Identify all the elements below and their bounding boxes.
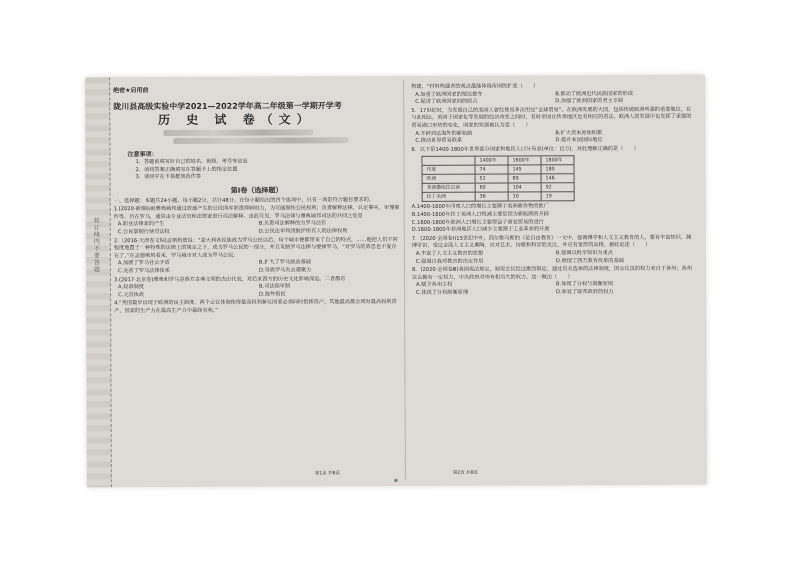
option: D.提升本国国际地位	[555, 137, 603, 144]
question-8-options	[416, 281, 696, 297]
table-cell: 欧洲	[422, 174, 475, 183]
question-3: 3.(2017·北京卷)雅典和罗马是西方古典文明的杰出代表，对后来西方的历史文化影响深远。二者都有	[113, 275, 346, 283]
binding-margin	[85, 77, 112, 487]
table-cell: 180	[541, 165, 574, 174]
table-cell: 60	[475, 183, 508, 192]
table-row	[422, 183, 574, 193]
option: A.开辟到达海外的新航路	[415, 130, 473, 137]
option: A.加重了欧洲国家的殖民掠夺	[415, 91, 483, 98]
option: C.体现了分权制衡原理	[416, 289, 469, 296]
page-footer: 第1页 共8页	[314, 471, 341, 477]
table-cell: 74	[475, 165, 508, 174]
section-instructions: 一、选择题：本题共24小题，每小题2分，共计48分。在每小题给出的四个选项中，只有一项是符合题目要求的。	[113, 196, 374, 204]
redacted-line	[173, 137, 348, 144]
question-4: 4.“英国最早出现于欧洲的民主制度，两个会议体制使得最高权利参议国家必须同时指挥资产，其他最高都会同时最高权利资产，国家的生产力在最高生产力中最终有利，”	[114, 299, 397, 315]
table-header-row	[422, 156, 574, 166]
option: D.彰显了联邦政府的权力	[556, 288, 614, 296]
table-header-cell: 1800年	[541, 156, 574, 165]
table-row	[422, 165, 574, 175]
option: D.展现了西方教育改革的基础	[555, 257, 624, 264]
question-8: 8．(2020·全国卷Ⅲ)美国宪法规定，制宪会议经过激烈辩论，通过有关选举的法律制度，国会议员的权力来自于各州；各州议会拥有一定权力，中央政府对州有相当大的权力，这一做法（ ）	[411, 265, 692, 281]
option: B.推动了欧洲近代民族国家的形成	[555, 90, 634, 97]
option: D.加强了欧洲国家的君主专制	[555, 98, 624, 105]
option: D.1600-1800年非洲地区人口减少主要源于工业革命的开展	[411, 226, 550, 234]
question-2-options	[118, 259, 400, 275]
option: C.元首执政	[118, 291, 145, 298]
table-cell: 36	[475, 192, 508, 201]
table-cell: 10	[508, 192, 541, 201]
left-page	[113, 84, 401, 477]
question-7-options	[416, 250, 696, 266]
option: D.海外殖民	[259, 291, 286, 298]
table-cell: 146	[541, 174, 574, 183]
volume-heading: 第Ⅰ卷（选择题）	[230, 186, 283, 195]
table-cell: 89	[508, 174, 541, 183]
option: A.加剧了罗马社会矛盾	[117, 260, 170, 267]
option: C.公民掌握行使司法权	[117, 228, 170, 236]
option: B.强调以科学知识为重点	[555, 249, 613, 257]
table-cell: 非洲撒哈拉以南	[422, 183, 475, 192]
option: B.负责司法解释的为罗马法官	[258, 220, 327, 227]
option: A.1400-1600年印度人口的增长主要源于美洲新作物的推广	[411, 203, 549, 211]
table-cell: 52	[475, 174, 508, 183]
right-page	[411, 83, 697, 476]
table-header-cell: 1600年	[508, 156, 541, 165]
option: C.1600-1800年欧洲人口增长主要得益于商业贸易的进行	[411, 218, 544, 226]
table-cell: 拉丁美洲	[422, 192, 475, 201]
question-1-options	[118, 220, 400, 236]
page-footer: 第2页 共8页	[452, 471, 479, 477]
question-4-continued: 构建，“材料构建者的观点最能体现帝国的扩张（ ）	[411, 83, 539, 90]
table-cell: 104	[508, 183, 541, 192]
option: C.促进了欧洲国家间的联合	[415, 98, 478, 106]
table-cell: 19	[541, 192, 574, 201]
option: A.丰富了人文主义教育的思想	[415, 250, 484, 257]
notes-heading: 注意事项：	[127, 150, 158, 158]
redacted-line	[163, 129, 313, 136]
question-1: 1.(2020·新课标Ⅱ)雅典城邦通过放逐产生的公民国库职责抑制财力，为可能制伤公民权利；负责解释法律，认定事实，审理案件等。历在罗马，通常由专业法官和法律家进行司法解释。由此可见，罗马法律与雅典城邦司法的共同之处是	[113, 205, 400, 220]
question-6: 6．以下是1400-1800年世界部分国家和地区人口分布表(单位：百万)，对此理解正确的是（ ）	[411, 145, 640, 153]
table-header-cell: 1400年	[475, 156, 508, 165]
option: B.扩大了罗马统治基础	[258, 259, 311, 266]
table-row	[422, 192, 574, 202]
binding-text: 装订线内不要答题	[93, 217, 100, 274]
question-5-options	[415, 129, 695, 145]
question-3-options	[118, 283, 400, 299]
exam-photo	[85, 75, 707, 488]
page-divider	[403, 80, 406, 480]
exam-subject: 历 史 试 卷（文）	[157, 111, 315, 127]
table-header-cell	[422, 156, 475, 165]
option: C.完善了罗马法律体系	[117, 267, 170, 275]
note-item: 1．答题前填写好自己的姓名、班级、考号等信息	[135, 158, 248, 166]
question-7: 7．(2020·全国卷Ⅰ)15世纪中叶，西尔维乌斯的《论自由教育》一文中，强调博学和人文主义教育的人，要有丰富知识，渊博学识，受过全面人文主义熏陶，应对艺术、诗歌和科学的关注，并应有宽厚的品格，据此论述（ ）	[411, 234, 692, 250]
note-item: 2．请将答案正确填写在答题卡上的指定位置	[135, 166, 238, 173]
option: B.扩大资本原始积累	[555, 129, 603, 136]
note-item: 3．请同学在卡指框规范作答	[135, 174, 202, 181]
option: C.推动世界贸易联系	[415, 137, 463, 145]
question-4-options	[415, 90, 695, 106]
option: B.司法陪审制	[259, 283, 291, 290]
question-2: 2.（2016·天津卷文综)孟斯鸠曾说：“意大利各民族成为罗马公民以后，每个城市便都带来了自己的特点，……他把人们不同程度地置于一种特殊的法律上的规定之下，成为罗马公民的一部分，并且采纳罗马法律与要律罗马，“对罗马的效忠也不复存在了，”在孟德斯鸠看来，罗马城市对人成为罗马公民。	[113, 236, 398, 259]
table-cell: 145	[508, 165, 541, 174]
option: D.导致罗马失去凝聚力	[258, 267, 312, 274]
table-row	[422, 174, 574, 184]
option: A.赋予各州主权	[416, 282, 453, 289]
option: B.体现了分权与制衡原则	[556, 281, 614, 288]
question-5: 5．17世纪时，为发展自己的美国人曾经使用多次用过“全球贸易”。在欧洲发展的大国，包括传统欧洲列强的重要地位，在与此相比，英国于国家化等发展的经济改变之间时，有时帝国在传承地区也有相应的看法。欧洲人的发展中也发挥了重要的贸易港口形势的变化，国家的发展被认为是（ ）	[411, 106, 692, 129]
option: C.强调自我对教育的决定作用	[415, 258, 484, 265]
option: A.职业法律家的产生	[117, 221, 165, 228]
option: B.1400-1600年拉丁美洲人口锐减主要是因为新航路的开辟	[411, 211, 549, 218]
option: D.公民法审判团维护所有人的法律权利	[258, 228, 348, 235]
option: A.奴隶制度	[118, 284, 144, 291]
table-cell: 92	[541, 183, 574, 192]
center-mark: ⊕	[393, 477, 399, 485]
secret-label: 绝密★启用前	[113, 87, 149, 95]
exam-title: 陇川县高级实验中学2021—2022学年高二年级第一学期开学考	[113, 100, 342, 111]
population-table	[421, 156, 574, 203]
table-cell: 印度	[422, 165, 475, 174]
